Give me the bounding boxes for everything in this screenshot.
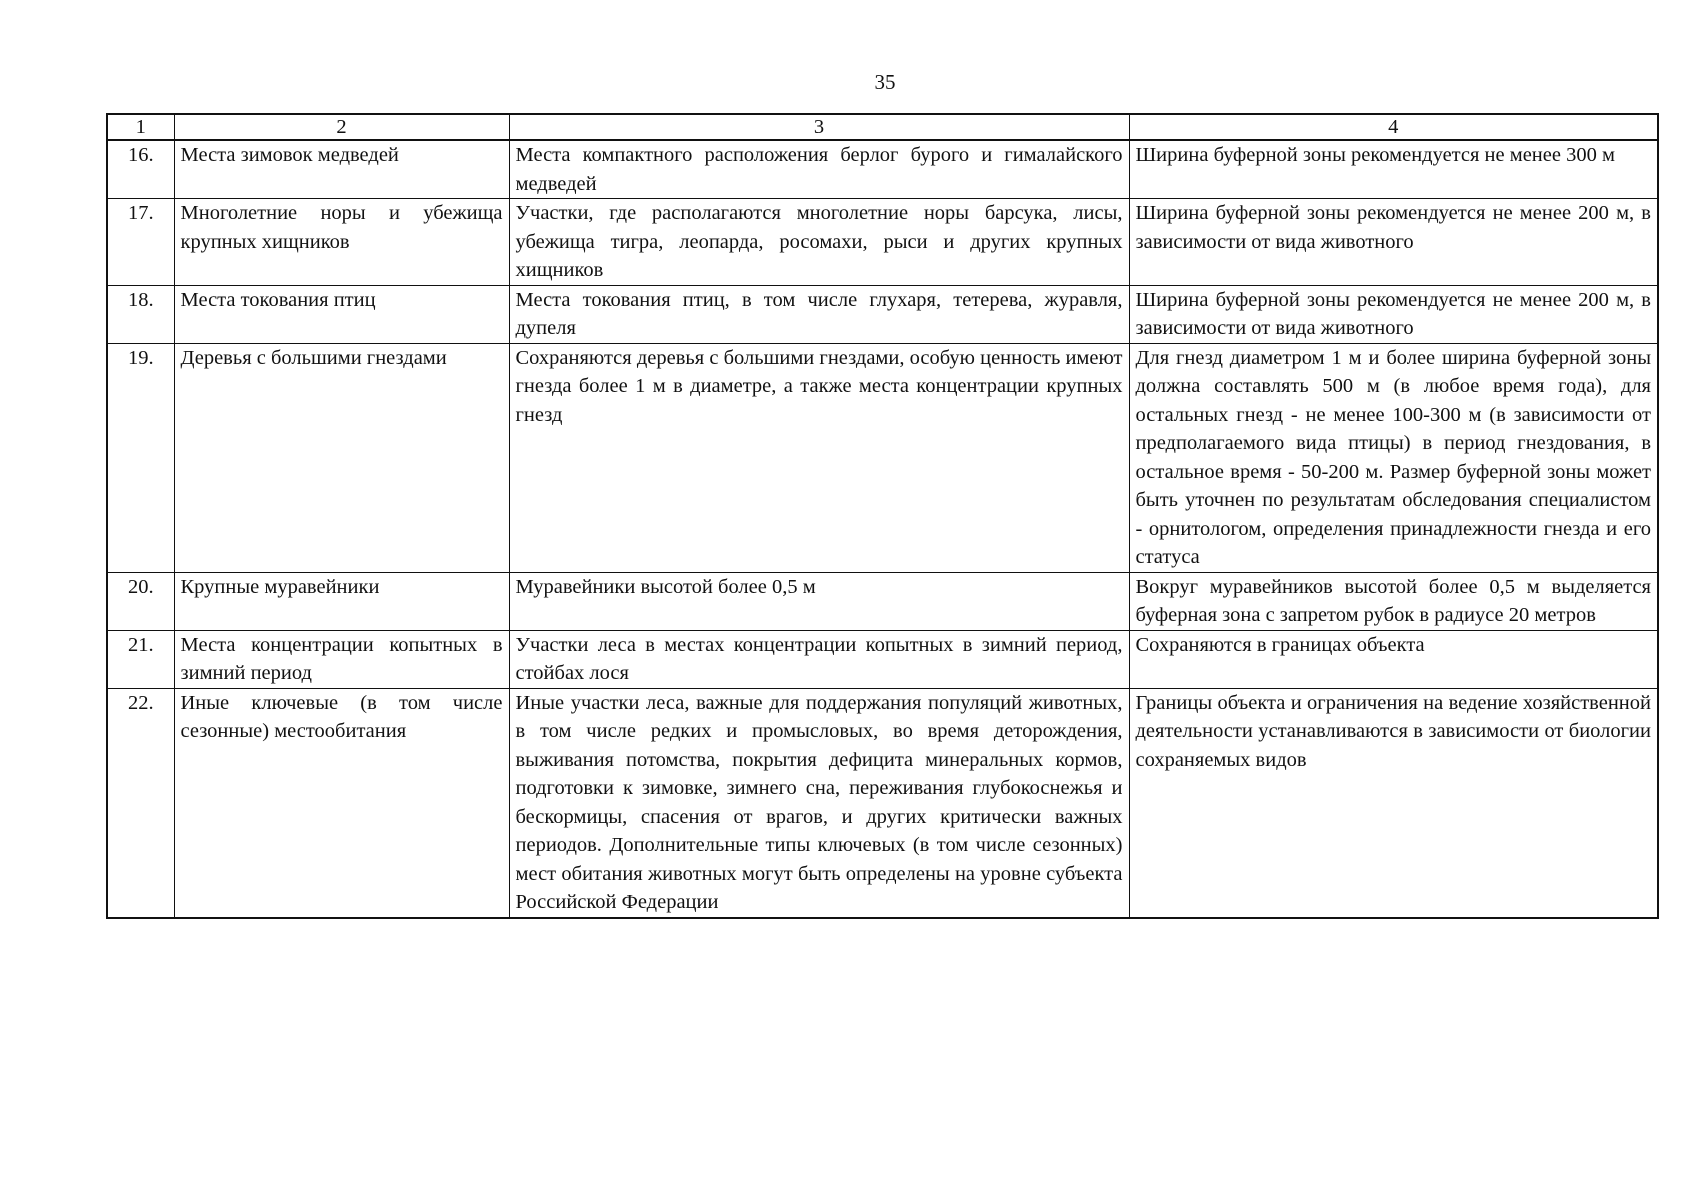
table-row	[107, 343, 1658, 572]
column-header: 1	[107, 114, 174, 140]
buffer-zone-cell: Для гнезд диаметром 1 м и более ширина буферной зоны должна составлять 500 м (в любое время года), для остальных гнезд - не менее 100-300 м (в зависимости от предполагаемого вида птицы) в период гнездования, в остальное время - 50-200 м. Размер буферной зоны может быть уточнен по результатам обследования специалистом - орнитологом, определения принадлежности гнезда и его статуса	[1129, 343, 1658, 572]
description-cell: Муравейники высотой более 0,5 м	[509, 572, 1129, 630]
buffer-zone-cell: Ширина буферной зоны рекомендуется не менее 200 м, в зависимости от вида животного	[1129, 285, 1658, 343]
buffer-zone-cell: Ширина буферной зоны рекомендуется не менее 200 м, в зависимости от вида животного	[1129, 199, 1658, 286]
column-header: 2	[174, 114, 509, 140]
row-number: 22.	[107, 688, 174, 918]
column-header: 3	[509, 114, 1129, 140]
buffer-zone-cell: Границы объекта и ограничения на ведение хозяйственной деятельности устанавливаются в зависимости от биологии сохраняемых видов	[1129, 688, 1658, 918]
row-number: 21.	[107, 630, 174, 688]
row-number: 16.	[107, 140, 174, 199]
table-row	[107, 285, 1658, 343]
description-cell: Участки леса в местах концентрации копытных в зимний период, стойбах лося	[509, 630, 1129, 688]
row-number: 20.	[107, 572, 174, 630]
description-cell: Сохраняются деревья с большими гнездами, особую ценность имеют гнезда более 1 м в диаметре, а также места концентрации крупных гнезд	[509, 343, 1129, 572]
row-number: 18.	[107, 285, 174, 343]
object-name-cell: Иные ключевые (в том числе сезонные) местообитания	[174, 688, 509, 918]
table-row	[107, 572, 1658, 630]
column-number-row	[107, 114, 1658, 140]
table-row	[107, 630, 1658, 688]
row-number: 19.	[107, 343, 174, 572]
column-header: 4	[1129, 114, 1658, 140]
table-row	[107, 688, 1658, 918]
buffer-zone-cell: Сохраняются в границах объекта	[1129, 630, 1658, 688]
object-name-cell: Многолетние норы и убежища крупных хищников	[174, 199, 509, 286]
key-habitats-table	[106, 113, 1659, 919]
table-row	[107, 199, 1658, 286]
page-number: 35	[874, 70, 896, 94]
buffer-zone-cell: Вокруг муравейников высотой более 0,5 м выделяется буферная зона с запретом рубок в радиусе 20 метров	[1129, 572, 1658, 630]
object-name-cell: Места концентрации копытных в зимний период	[174, 630, 509, 688]
object-name-cell: Деревья с большими гнездами	[174, 343, 509, 572]
buffer-zone-cell: Ширина буферной зоны рекомендуется не менее 300 м	[1129, 140, 1658, 199]
description-cell: Места компактного расположения берлог бурого и гималайского медведей	[509, 140, 1129, 199]
table-row	[107, 140, 1658, 199]
object-name-cell: Крупные муравейники	[174, 572, 509, 630]
row-number: 17.	[107, 199, 174, 286]
description-cell: Иные участки леса, важные для поддержания популяций животных, в том числе редких и промысловых, во время деторождения, выживания потомства, покрытия дефицита минеральных кормов, подготовки к зимовке, зимнего сна, переживания глубокоснежья и бескормицы, спасения от врагов, и других критически важных периодов. Дополнительные типы ключевых (в том числе сезонных) мест обитания животных могут быть определены на уровне субъекта Российской Федерации	[509, 688, 1129, 918]
description-cell: Места токования птиц, в том числе глухаря, тетерева, журавля, дупеля	[509, 285, 1129, 343]
description-cell: Участки, где располагаются многолетние норы барсука, лисы, убежища тигра, леопарда, росомахи, рыси и других крупных хищников	[509, 199, 1129, 286]
object-name-cell: Места зимовок медведей	[174, 140, 509, 199]
object-name-cell: Места токования птиц	[174, 285, 509, 343]
